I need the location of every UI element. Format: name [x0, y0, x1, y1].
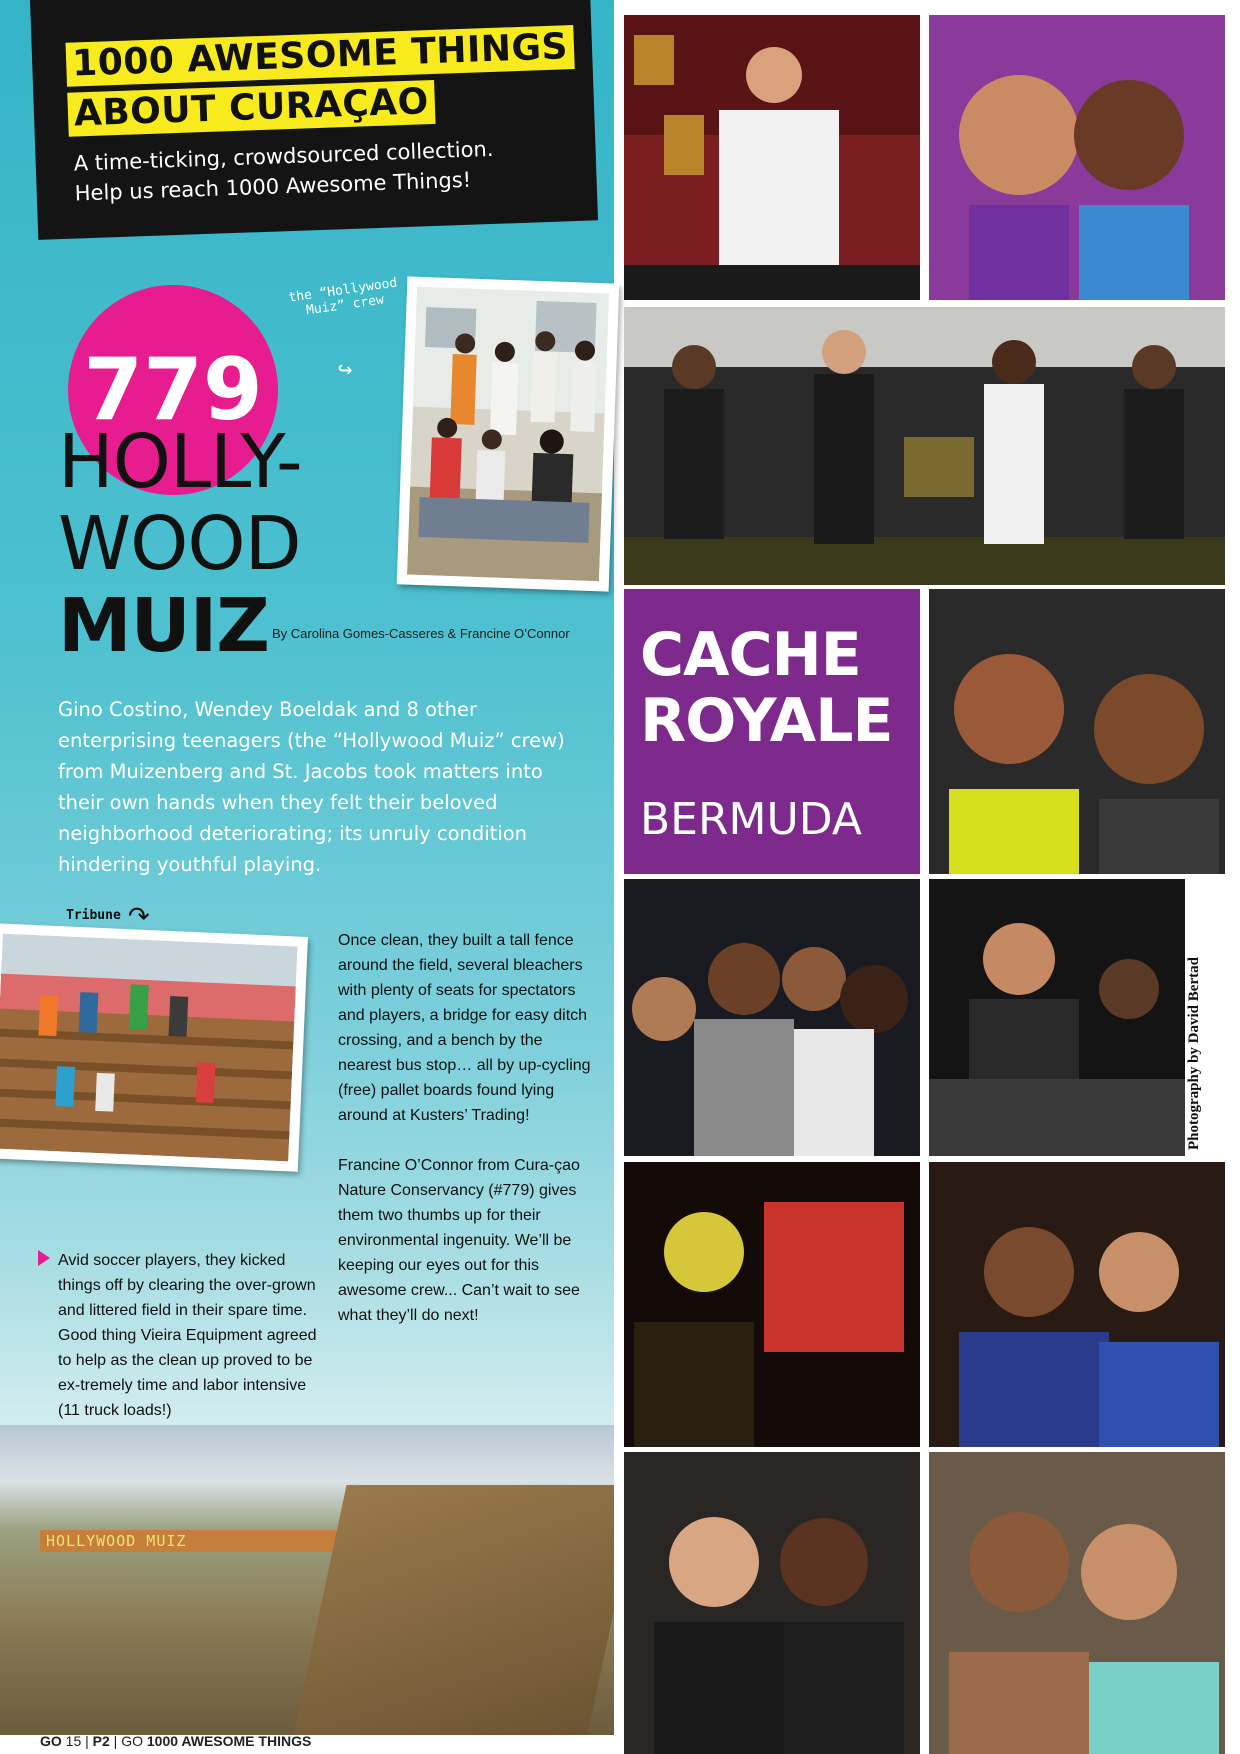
article-title-line3: MUIZ — [58, 583, 269, 669]
header-subtitle-line2: Help us reach 1000 Awesome Things! — [74, 167, 472, 206]
article-intro: Gino Costino, Wendey Boeldak and 8 other enterprising teenagers (the “Hollywood Muiz” crew) from Muizenberg and St. Jacobs took matters into their own hands when they felt their beloved neighborhood deteriorating; its unruly condition hindering youthful playing. — [58, 698, 565, 876]
event-subtitle: BERMUDA — [640, 794, 862, 845]
header-title-line2: ABOUT CURAÇAO — [67, 80, 435, 137]
article-column-right — [338, 928, 600, 1328]
photo-credit: Photography by David Bertad — [1186, 957, 1202, 1150]
event-title-line1: CACHE — [640, 620, 861, 690]
article-paragraph: Francine O’Connor from Cura-çao Nature Conservancy (#779) gives them two thumbs up for their environmental ingenuity. We’ll be keeping our eyes out for this awesome crew... Can’t wait to see what they’ll do next! — [338, 1157, 580, 1324]
fence-sign-text: HOLLYWOOD MUIZ — [46, 1532, 187, 1550]
page-footer: GO 15 | P2 | GO 1000 AWESOME THINGS — [40, 1733, 312, 1749]
article-column-left: Avid soccer players, they kicked things off by clearing the over-grown and littered field in their spare time. Good thing Vieira Equipment agreed to help as the clean up proved to be ex-tremely time and labor intensive (11 truck loads!) — [58, 1252, 317, 1419]
tribune-photo — [0, 923, 308, 1172]
couple-photo — [929, 1162, 1225, 1447]
event-title-line2: ROYALE — [640, 686, 893, 756]
tribune-label: Tribune — [66, 908, 121, 923]
header-banner — [30, 0, 598, 240]
friends-photo — [929, 1452, 1225, 1754]
footer-issue: 15 — [65, 1733, 82, 1749]
pallet-bleachers — [293, 1485, 614, 1735]
header-title-line1: 1000 AWESOME THINGS — [66, 25, 575, 87]
crew-photo-image — [407, 287, 609, 582]
group-photo — [624, 879, 920, 1156]
guests-photo — [929, 15, 1225, 300]
two-women-photo — [929, 589, 1225, 874]
footer-section: 1000 AWESOME THINGS — [146, 1733, 312, 1749]
curved-arrow-icon: ↪ — [338, 355, 353, 383]
dj-photo — [624, 15, 920, 300]
article-title-line2: WOOD — [58, 501, 301, 587]
tribune-photo-image — [0, 934, 298, 1162]
article-title-line1: HOLLY- — [58, 419, 302, 505]
pair-photo — [624, 1452, 920, 1754]
header-subtitle-line1: A time-ticking, crowdsourced collection. — [73, 136, 494, 176]
article-paragraph: Once clean, they built a tall fence around the field, several bleachers with plenty of seats for spectators and players, a bridge for easy ditch crossing, and a bench by the nearest bus stop… all by up-cycling (free) pallet boards found lying around at Kusters’ Trading! — [338, 932, 591, 1124]
photo-caption-handwritten: the “Hollywood Muiz” crew — [287, 275, 399, 319]
party-close-up-photo — [624, 1162, 920, 1447]
crew-photo — [397, 276, 620, 591]
dj-deck-photo — [929, 879, 1185, 1156]
header-subtitle — [73, 131, 585, 209]
stage-performance-photo — [624, 307, 1225, 585]
byline: By Carolina Gomes-Casseres & Francine O’Connor — [272, 626, 570, 641]
field-photo — [0, 1425, 614, 1735]
footer-page: P2 — [92, 1733, 110, 1749]
curved-arrow-icon: ↷ — [128, 902, 150, 932]
footer-go: GO — [40, 1733, 62, 1749]
triangle-bullet-icon — [38, 1250, 50, 1266]
thing-number: 779 — [83, 340, 263, 440]
footer-section-go: GO — [121, 1733, 143, 1749]
